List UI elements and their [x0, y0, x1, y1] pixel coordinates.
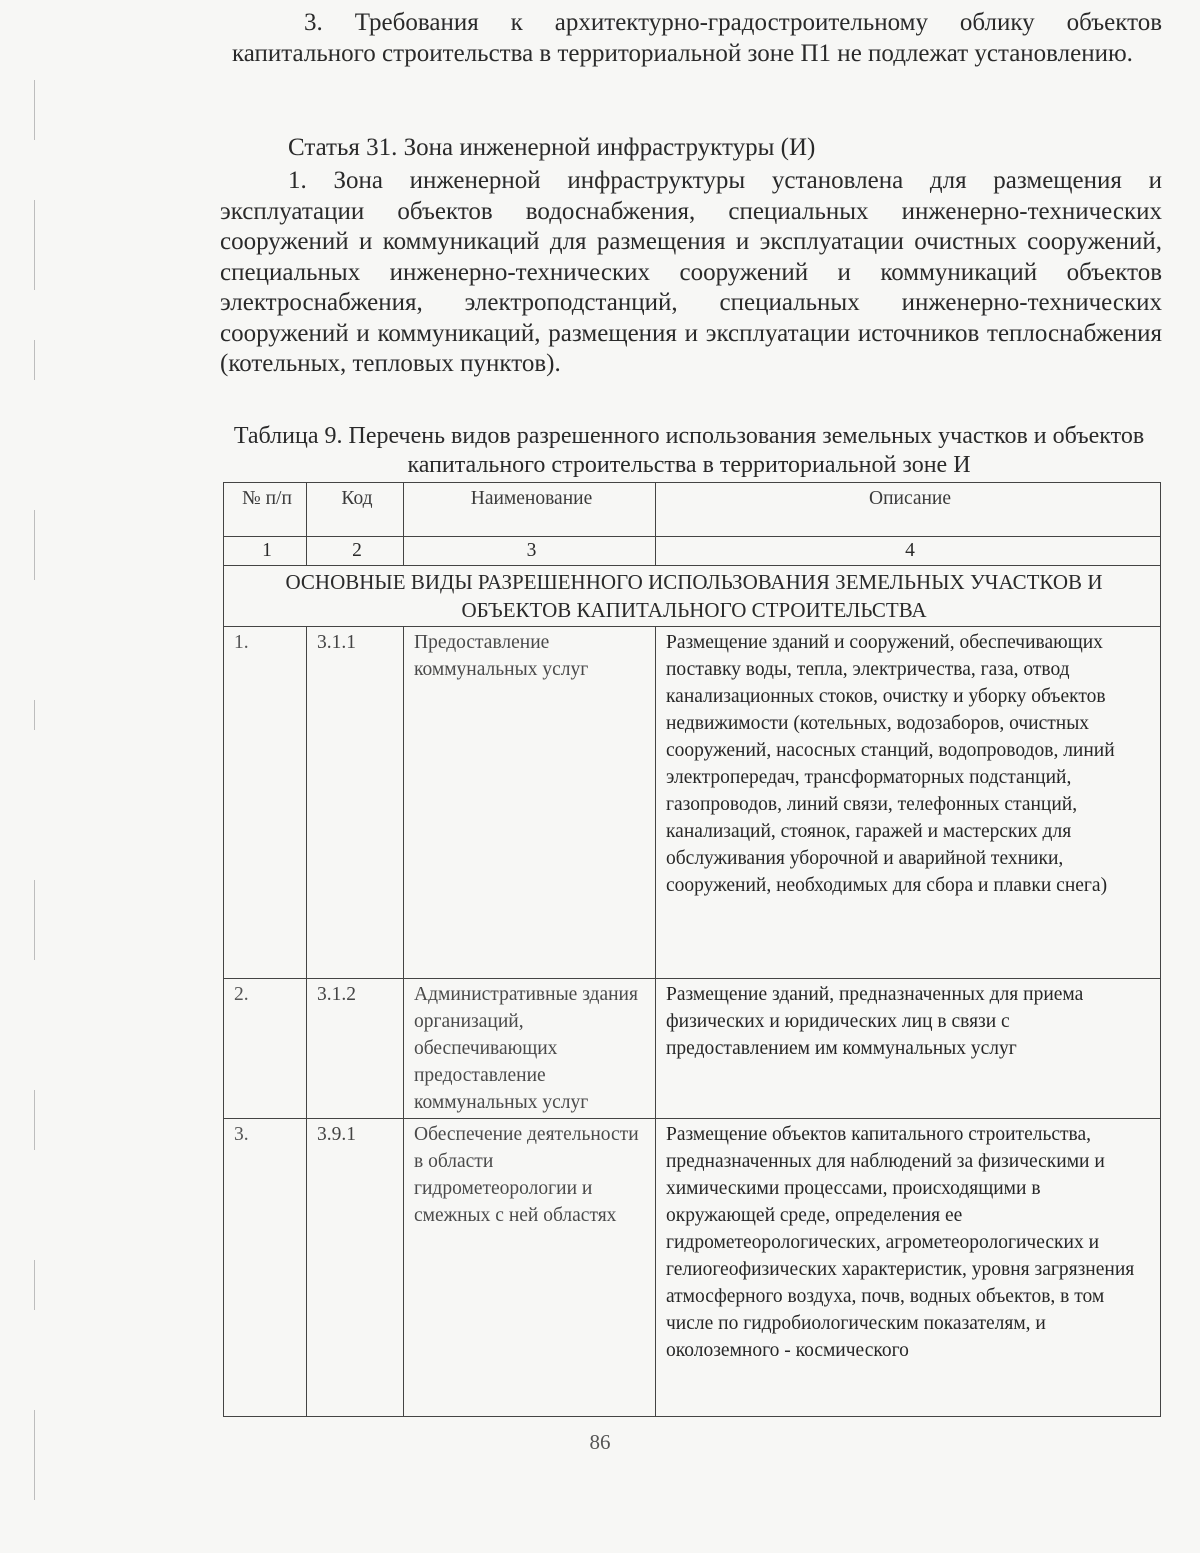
article-title: Статья 31. Зона инженерной инфраструктуры (И): [288, 134, 816, 161]
header-name: Наименование: [404, 483, 656, 537]
column-number: 3: [404, 537, 656, 566]
table-row: [224, 979, 1161, 1119]
requirements-paragraph: 3. Требования к архитектурно-градостроительному облику объектов капитального строительства в территориальной зоне П1 не подлежат установлению.: [232, 9, 1162, 67]
row-number: 1.: [224, 627, 307, 979]
row-description: Размещение зданий и сооружений, обеспечивающих поставку воды, тепла, электричества, газа, отвод канализационных стоков, очистку и уборку объектов недвижимости (котельных, водозаборов, очистных сооружений, насосных станций, водопроводов, линий электропередач, трансформаторных подстанций, газопроводов, линий связи, телефонных станций, канализаций, стоянок, гаражей и мастерских для обслуживания уборочной и аварийной техники, сооружений, необходимых для сбора и плавки снега): [656, 627, 1161, 979]
column-number: 1: [224, 537, 307, 566]
permitted-uses-table: [223, 482, 1161, 1417]
row-code: 3.9.1: [307, 1119, 404, 1417]
header-number: № п/п: [224, 483, 307, 537]
table-row: [224, 627, 1161, 979]
section-title: ОСНОВНЫЕ ВИДЫ РАЗРЕШЕННОГО ИСПОЛЬЗОВАНИЯ ЗЕМЕЛЬНЫХ УЧАСТКОВ И ОБЪЕКТОВ КАПИТАЛЬНОГО СТРОИТЕЛЬСТВА: [224, 566, 1161, 627]
page-number: 86: [589, 1430, 611, 1454]
column-number: 4: [656, 537, 1161, 566]
row-description: Размещение зданий, предназначенных для приема физических и юридических лиц в связи с предоставлением им коммунальных услуг: [656, 979, 1161, 1119]
row-code: 3.1.1: [307, 627, 404, 979]
section-row: [224, 566, 1161, 627]
row-name: Административные здания организаций, обеспечивающих предоставление коммунальных услуг: [404, 979, 656, 1119]
table-header-row: [224, 483, 1161, 537]
zone-description-paragraph: 1. Зона инженерной инфраструктуры установлена для размещения и эксплуатации объектов водоснабжения, специальных инженерно-технических сооружений и коммуникаций для размещения и эксплуатации очистных сооружений, специальных инженерно-технических сооружений и коммуникаций объектов электроснабжения, электроподстанций, специальных инженерно-технических сооружений и коммуникаций, размещения и эксплуатации источников теплоснабжения (котельных, тепловых пунктов).: [220, 167, 1162, 377]
table-caption: Таблица 9. Перечень видов разрешенного использования земельных участков и объектов капитального строительства в территориальной зоне И: [233, 423, 1145, 478]
row-number: 3.: [224, 1119, 307, 1417]
header-code: Код: [307, 483, 404, 537]
row-name: Обеспечение деятельности в области гидрометеорологии и смежных с ней областях: [404, 1119, 656, 1417]
row-number: 2.: [224, 979, 307, 1119]
header-description: Описание: [656, 483, 1161, 537]
row-name: Предоставление коммунальных услуг: [404, 627, 656, 979]
column-number: 2: [307, 537, 404, 566]
row-code: 3.1.2: [307, 979, 404, 1119]
scan-margin-marks: [34, 80, 38, 1500]
table-row: [224, 1119, 1161, 1417]
column-number-row: [224, 537, 1161, 566]
row-description: Размещение объектов капитального строительства, предназначенных для наблюдений за физическими и химическими процессами, происходящими в окружающей среде, определения ее гидрометеорологических, агрометеорологических и гелиогеофизических характеристик, уровня загрязнения атмосферного воздуха, почв, водных объектов, в том числе по гидробиологическим показателям, и околоземного - космического: [656, 1119, 1161, 1417]
